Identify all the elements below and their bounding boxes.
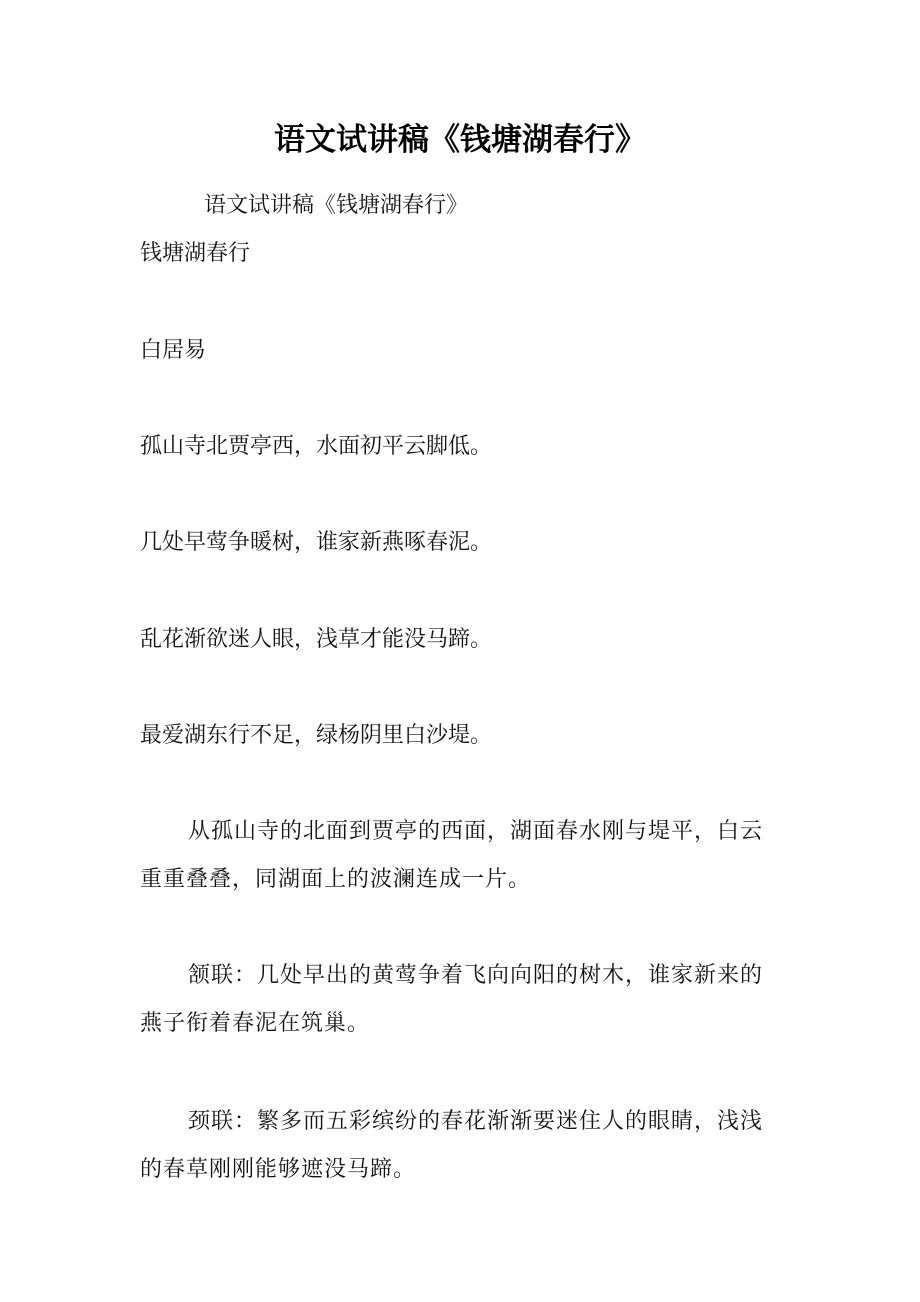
document-subtitle: 语文试讲稿《钱塘湖春行》 (204, 193, 469, 218)
translation-paragraph-2: 颔联：几处早出的黄莺争着飞向向阳的树木，谁家新来的燕子衔着春泥在筑巢。 (140, 963, 764, 1036)
poem-title: 钱塘湖春行 (140, 241, 251, 266)
poem-verse-3: 乱花渐欲迷人眼，浅草才能没马蹄。 (140, 627, 493, 652)
poem-verse-1: 孤山寺北贾亭西，水面初平云脚低。 (140, 434, 493, 459)
poem-verse-2: 几处早莺争暖树，谁家新燕啄春泥。 (140, 530, 493, 555)
poem-author: 白居易 (140, 338, 207, 363)
translation-paragraph-1: 从孤山寺的北面到贾亭的西面，湖面春水刚与堤平，白云重重叠叠，同湖面上的波澜连成一片。 (140, 819, 764, 892)
poem-verse-4: 最爱湖东行不足，绿杨阴里白沙堤。 (140, 723, 493, 748)
translation-paragraph-3: 颈联：繁多而五彩缤纷的春花渐渐要迷住人的眼睛，浅浅的春草刚刚能够遮没马蹄。 (140, 1109, 764, 1182)
document-title: 语文试讲稿《钱塘湖春行》 (274, 122, 646, 158)
